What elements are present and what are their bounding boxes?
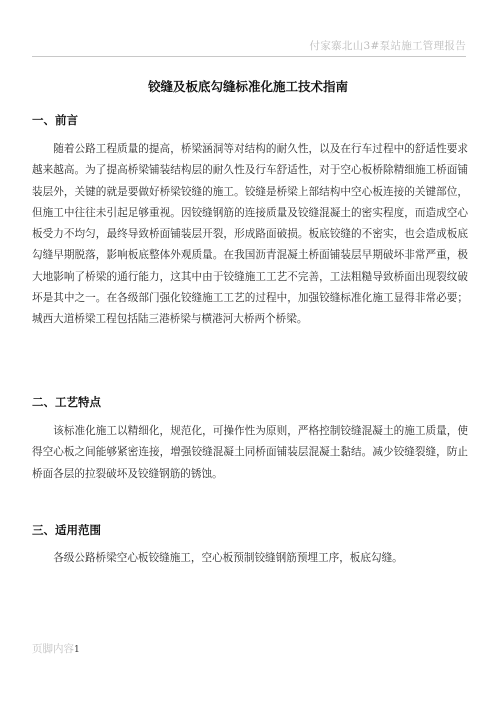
page-number: 1	[74, 645, 80, 655]
section-heading-features: 二、工艺特点	[32, 395, 101, 409]
page-header: 付家寨北山3#泵站施工管理报告	[309, 40, 466, 52]
section-heading-intro: 一、前言	[32, 113, 78, 127]
footer-label: 页脚内容	[32, 643, 74, 655]
section-body-features: 该标准化施工以精细化，规范化，可操作性为原则，严格控制铰缝混凝土的施工质量，使得空心板之间能够紧密连接，增强铰缝混凝土同桥面铺装层混凝土黏结。减少铰缝裂缝，防止桥面各层的拉裂破坏及铰缝钢筋的锈蚀。	[32, 425, 468, 480]
section-body-scope: 各级公路桥梁空心板铰缝施工，空心板预制铰缝钢筋预埋工序，板底勾缝。	[53, 552, 403, 564]
section-heading-scope: 三、适用范围	[32, 523, 101, 537]
section-body-intro: 随着公路工程质量的提高，桥梁涵洞等对结构的耐久性，以及在行车过程中的舒适性要求越来越高。为了提高桥梁铺装结构层的耐久性及行车舒适性，对于空心板桥除精细施工桥面铺装层外，关键的就是要做好桥梁铰缝的施工。铰缝是桥梁上部结构中空心板连接的关键部位，但施工中往往未引起足够重视。因铰缝钢筋的连接质量及铰缝混凝土的密实程度，而造成空心板受力不均匀，最终导致桥面铺装层开裂，形成路面破损。板底铰缝的不密实，也会造成板底勾缝早期脱落，影响板底整体外观质量。在我国沥青混凝土桥面铺装层早期破坏非常严重，极大地影响了桥梁的通行能力，这其中由于铰缝施工工艺不完善，工法粗糙导致桥面出现裂纹破坏是其中之一。在各级部门强化铰缝施工工艺的过程中，加强铰缝标准化施工显得非常必要；城西大道桥梁工程包括陆三港桥梁与横港河大桥两个桥梁。	[32, 143, 468, 326]
document-title: 铰缝及板底勾缝标准化施工技术指南	[147, 79, 348, 94]
page-footer	[32, 641, 80, 656]
header-divider	[32, 56, 466, 57]
